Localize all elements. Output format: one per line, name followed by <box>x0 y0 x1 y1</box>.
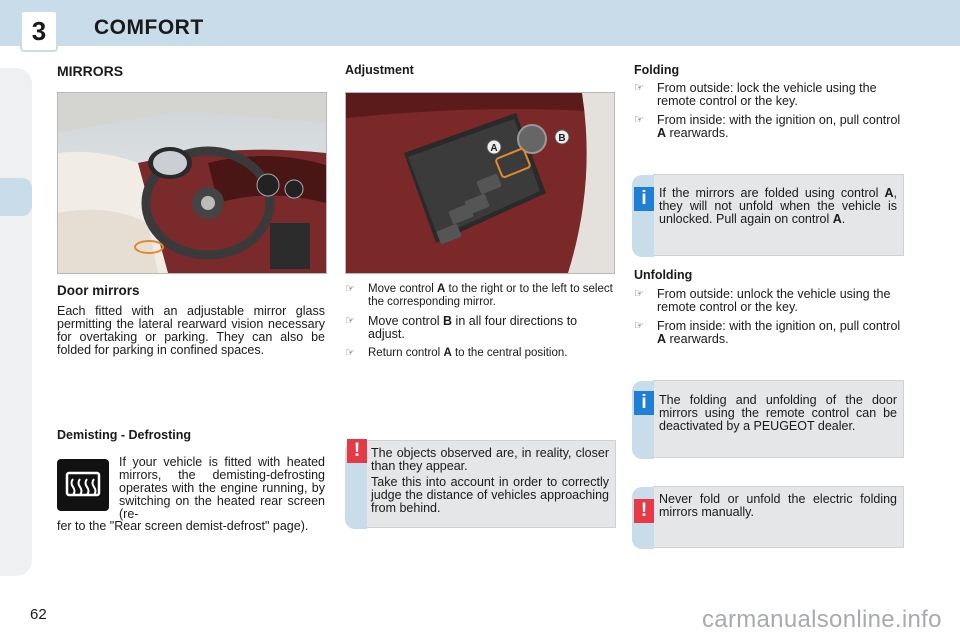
folding-list <box>634 82 906 146</box>
bullet-icon: ☞ <box>345 347 355 359</box>
list-item: ☞ From inside: with the ignition on, pull control A rearwards. <box>634 113 901 140</box>
door-mirrors-text: Each fitted with an adjustable mirror glass permitting the lateral rearward vision necessary for overtaking or parking. They can also be folded for parking in confined spaces. <box>57 304 325 357</box>
label-b: B <box>558 133 566 144</box>
info-note-unfold <box>641 174 904 256</box>
list-item: ☞ From outside: unlock the vehicle using the remote control or the key. <box>634 287 891 314</box>
warning-text-2: Take this into account in order to correctly judge the distance of vehicles approaching from behind. <box>371 475 609 515</box>
demisting-title: Demisting - Defrosting <box>57 428 192 442</box>
warning-note-distance <box>353 440 616 528</box>
adjustment-list <box>345 283 615 366</box>
chapter-number: 3 <box>31 16 47 46</box>
folding-title: Folding <box>634 63 680 77</box>
unfolding-list <box>634 288 906 352</box>
cockpit-illustration <box>58 93 326 273</box>
list-item: ☞ Move control A to the right or to the left to select the corresponding mirror. <box>345 283 613 308</box>
info-dealer-text: The folding and unfolding of the door mirrors using the remote control can be deactivated by a PEUGEOT dealer. <box>659 393 897 433</box>
page-number: 62 <box>30 606 47 623</box>
list-item: ☞ Move control B in all four directions to adjust. <box>345 314 578 341</box>
bullet-icon: ☞ <box>345 315 355 327</box>
info-unfold-text: If the mirrors are folded using control A, they will not unfold when the vehicle is unlocked. Pull again on control A. <box>659 186 897 226</box>
list-item: ☞ Return control A to the central position. <box>345 347 568 359</box>
cockpit-photo <box>57 92 327 274</box>
chapter-badge <box>20 10 58 52</box>
side-tab-active-marker <box>0 178 32 216</box>
warning-icon: ! <box>347 439 367 463</box>
chapter-title: COMFORT <box>94 16 204 39</box>
label-a: A <box>490 143 498 154</box>
heated-rear-screen-icon <box>57 459 109 511</box>
door-controls-illustration <box>346 93 614 273</box>
bullet-icon: ☞ <box>634 114 644 126</box>
demisting-text-continued: fer to the "Rear screen demist-defrost" page). <box>57 519 309 533</box>
list-item: ☞ From outside: lock the vehicle using the remote control or the key. <box>634 81 877 108</box>
list-item: ☞ From inside: with the ignition on, pull control A rearwards. <box>634 319 901 346</box>
bullet-icon: ☞ <box>634 82 644 94</box>
watermark: carmanualsonline.info <box>702 606 942 633</box>
section-title: MIRRORS <box>57 63 124 79</box>
info-icon: i <box>634 187 654 211</box>
bullet-icon: ☞ <box>345 283 355 295</box>
bullet-icon: ☞ <box>634 320 644 332</box>
adjustment-title: Adjustment <box>345 63 414 77</box>
door-mirrors-title: Door mirrors <box>57 283 140 298</box>
demisting-text: If your vehicle is fitted with heated mirrors, the demisting-defrosting operates with the engine running, by switching on the heated rear screen (re- <box>119 455 325 521</box>
warning-text-1: The objects observed are, in reality, closer than they appear. <box>371 446 609 473</box>
door-controls-photo <box>345 92 615 274</box>
bullet-icon: ☞ <box>634 288 644 300</box>
unfolding-title: Unfolding <box>634 268 693 282</box>
warning-icon: ! <box>634 499 654 523</box>
info-icon: i <box>634 391 654 415</box>
warning-note-manual <box>640 486 904 548</box>
info-note-dealer <box>641 380 904 458</box>
side-tab <box>0 68 32 576</box>
warning-manual-text: Never fold or unfold the electric folding mirrors manually. <box>659 492 897 519</box>
